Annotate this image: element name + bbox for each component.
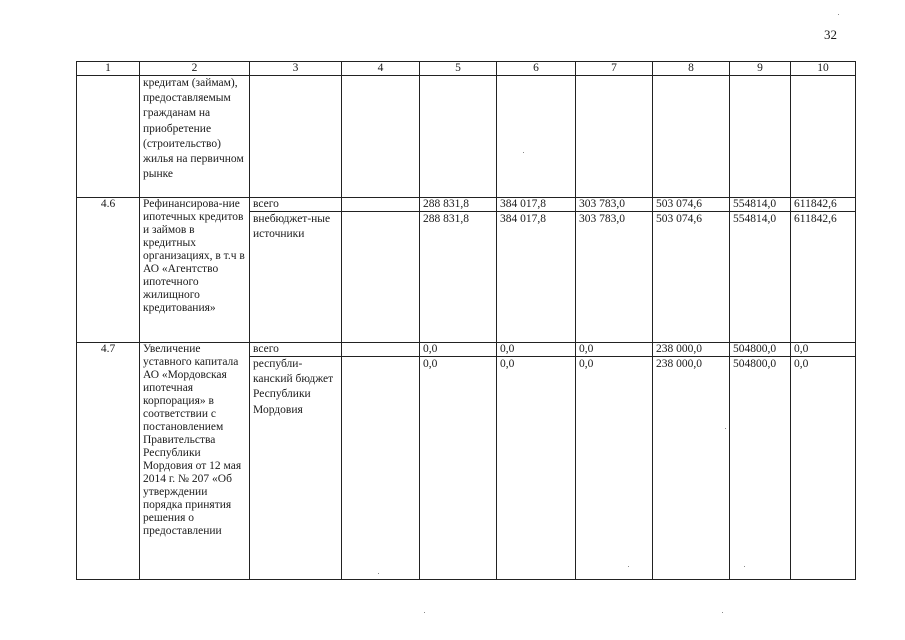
column-header: 8 [653,62,730,76]
funding-source: всего [250,198,342,212]
page-number: 32 [824,27,837,42]
funding-source: всего [250,343,342,357]
column-header: 5 [420,62,497,76]
row-number: 4.6 [77,198,140,343]
column-header: 10 [791,62,856,76]
row-description: Увеличение уставного капитала АО «Мордовская ипотечная корпорация» в соответствии с постановлением Правительства Республики Мордовия от 12 мая 2014 г. № 207 «Об утверждении порядка принятия решения о предоставлении [140,343,250,580]
empty-cell [77,76,140,198]
scan-speck [744,566,745,567]
value-cell [342,198,420,212]
column-header: 4 [342,62,420,76]
empty-cell [250,76,342,198]
column-header: 1 [77,62,140,76]
empty-cell [497,76,576,198]
value-cell: 0,0 [497,343,576,357]
row-description: Рефинансирова-ние ипотечных кредитов и займов в кредитных организациях, в т.ч в АО «Агентство ипотечного жилищного кредитования» [140,198,250,343]
scan-speck [725,428,726,429]
value-cell: 0,0 [576,343,653,357]
scan-speck [838,14,839,15]
value-cell: 0,0 [791,357,856,580]
value-cell: 0,0 [791,343,856,357]
funding-source: внебюджет-ные источники [250,212,342,343]
value-cell [342,357,420,580]
value-cell: 238 000,0 [653,343,730,357]
value-cell [342,212,420,343]
row-number: 4.7 [77,343,140,580]
scan-speck [722,612,723,613]
empty-cell [576,76,653,198]
value-cell: 611842,6 [791,198,856,212]
empty-cell [342,76,420,198]
value-cell: 303 783,0 [576,198,653,212]
value-cell: 504800,0 [730,343,791,357]
column-header: 2 [140,62,250,76]
empty-cell [653,76,730,198]
column-header: 9 [730,62,791,76]
value-cell: 384 017,8 [497,198,576,212]
value-cell: 554814,0 [730,198,791,212]
column-header: 7 [576,62,653,76]
value-cell: 0,0 [576,357,653,580]
column-header: 6 [497,62,576,76]
value-cell: 288 831,8 [420,198,497,212]
value-cell: 238 000,0 [653,357,730,580]
column-number-header-row [77,62,856,76]
table-row-4-7-total [77,343,856,357]
scan-speck [523,152,524,153]
row-description: кредитам (займам), предоставляемым гражданам на приобретение (строительство) жилья на первичном рынке [140,76,250,198]
value-cell: 0,0 [420,357,497,580]
value-cell: 503 074,6 [653,212,730,343]
value-cell: 554814,0 [730,212,791,343]
value-cell: 0,0 [497,357,576,580]
value-cell: 303 783,0 [576,212,653,343]
value-cell: 384 017,8 [497,212,576,343]
value-cell: 503 074,6 [653,198,730,212]
scan-speck [378,573,379,574]
value-cell: 0,0 [420,343,497,357]
value-cell: 288 831,8 [420,212,497,343]
continued-row [77,76,856,198]
scan-speck [424,612,425,613]
value-cell: 611842,6 [791,212,856,343]
column-header: 3 [250,62,342,76]
funding-source: республи-канский бюджет Республики Мордовия [250,357,342,580]
scan-speck [628,566,629,567]
value-cell [342,343,420,357]
empty-cell [730,76,791,198]
financing-table [76,61,856,580]
value-cell: 504800,0 [730,357,791,580]
empty-cell [420,76,497,198]
empty-cell [791,76,856,198]
table-row-4-6-total [77,198,856,212]
